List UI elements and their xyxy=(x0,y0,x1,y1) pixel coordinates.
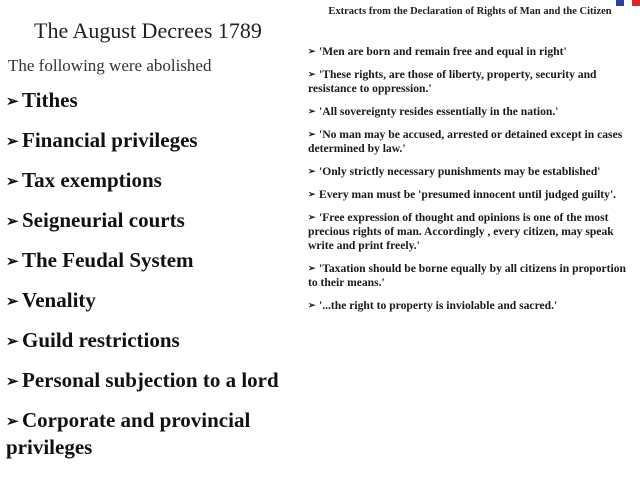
abolished-item-label: The Feudal System xyxy=(22,248,194,272)
quote-text: 'These rights, are those of liberty, property, security and resistance to oppression.' xyxy=(308,68,597,95)
quote-text: 'All sovereignty resides essentially in the nation.' xyxy=(319,105,559,118)
arrow-bullet-icon: ➢ xyxy=(6,294,19,310)
arrow-bullet-icon: ➢ xyxy=(6,174,19,190)
abolished-item-seigneurial-courts xyxy=(6,208,298,235)
quote-text: 'No man may be accused, arrested or detained except in cases determined by law.' xyxy=(308,128,623,155)
arrow-bullet-icon: ➢ xyxy=(308,46,316,56)
page-title: The August Decrees 1789 xyxy=(34,18,262,43)
abolished-item-label: Personal subjection to a lord xyxy=(22,368,279,392)
arrow-bullet-icon: ➢ xyxy=(6,94,19,110)
abolished-item-venality xyxy=(6,288,298,315)
abolished-list xyxy=(6,88,298,473)
quote-item xyxy=(308,67,634,96)
quote-item xyxy=(308,104,634,119)
abolished-item-feudal-system xyxy=(6,248,298,275)
arrow-bullet-icon: ➢ xyxy=(308,189,316,199)
abolished-item-corporate-provincial-privileges xyxy=(6,408,298,460)
arrow-bullet-icon: ➢ xyxy=(308,300,316,310)
arrow-bullet-icon: ➢ xyxy=(308,263,316,273)
abolished-item-guild-restrictions xyxy=(6,328,298,355)
arrow-bullet-icon: ➢ xyxy=(308,69,316,79)
declaration-extracts-column xyxy=(300,0,640,479)
arrow-bullet-icon: ➢ xyxy=(6,214,19,230)
arrow-bullet-icon: ➢ xyxy=(308,166,316,176)
abolished-item-label: Venality xyxy=(22,288,96,312)
quote-item xyxy=(308,187,634,202)
flag-white-stripe xyxy=(624,0,632,6)
abolished-item-tithes xyxy=(6,88,298,115)
abolished-item-financial-privileges xyxy=(6,128,298,155)
abolished-subtitle: The following were abolished xyxy=(8,56,212,75)
arrow-bullet-icon: ➢ xyxy=(308,106,316,116)
arrow-bullet-icon: ➢ xyxy=(6,374,19,390)
quote-item xyxy=(308,164,634,179)
arrow-bullet-icon: ➢ xyxy=(6,334,19,350)
arrow-bullet-icon: ➢ xyxy=(6,414,19,430)
flag-blue-stripe xyxy=(616,0,624,6)
august-decrees-column xyxy=(0,0,300,479)
quote-text: Every man must be 'presumed innocent until judged guilty'. xyxy=(319,188,617,201)
arrow-bullet-icon: ➢ xyxy=(308,212,316,222)
abolished-item-label: Guild restrictions xyxy=(22,328,180,352)
quote-item xyxy=(308,210,634,253)
abolished-item-label: Tax exemptions xyxy=(22,168,162,192)
quote-text: 'Men are born and remain free and equal in right' xyxy=(319,45,567,58)
arrow-bullet-icon: ➢ xyxy=(6,254,19,270)
quote-item xyxy=(308,44,634,59)
abolished-item-label: Seigneurial courts xyxy=(22,208,185,232)
quote-item xyxy=(308,127,634,156)
quote-text: 'Free expression of thought and opinions is one of the most precious rights of man. Accordingly , every citizen, may speak write and print freely.' xyxy=(308,211,614,252)
quote-list xyxy=(308,44,634,321)
flag-red-stripe xyxy=(632,0,640,6)
arrow-bullet-icon: ➢ xyxy=(6,134,19,150)
extracts-heading: Extracts from the Declaration of Rights of Man and the Citizen xyxy=(328,6,612,17)
abolished-item-tax-exemptions xyxy=(6,168,298,195)
abolished-item-personal-subjection xyxy=(6,368,298,395)
quote-text: 'Taxation should be borne equally by all citizens in proportion to their means.' xyxy=(308,262,626,289)
abolished-item-label: Tithes xyxy=(22,88,78,112)
quote-text: '...the right to property is inviolable and sacred.' xyxy=(319,299,558,312)
quote-item xyxy=(308,298,634,313)
french-flag-icon xyxy=(616,0,640,6)
abolished-item-label: Financial privileges xyxy=(22,128,198,152)
arrow-bullet-icon: ➢ xyxy=(308,129,316,139)
abolished-item-label: Corporate and provincial privileges xyxy=(6,408,251,459)
quote-text: 'Only strictly necessary punishments may be established' xyxy=(319,165,601,178)
quote-item xyxy=(308,261,634,290)
